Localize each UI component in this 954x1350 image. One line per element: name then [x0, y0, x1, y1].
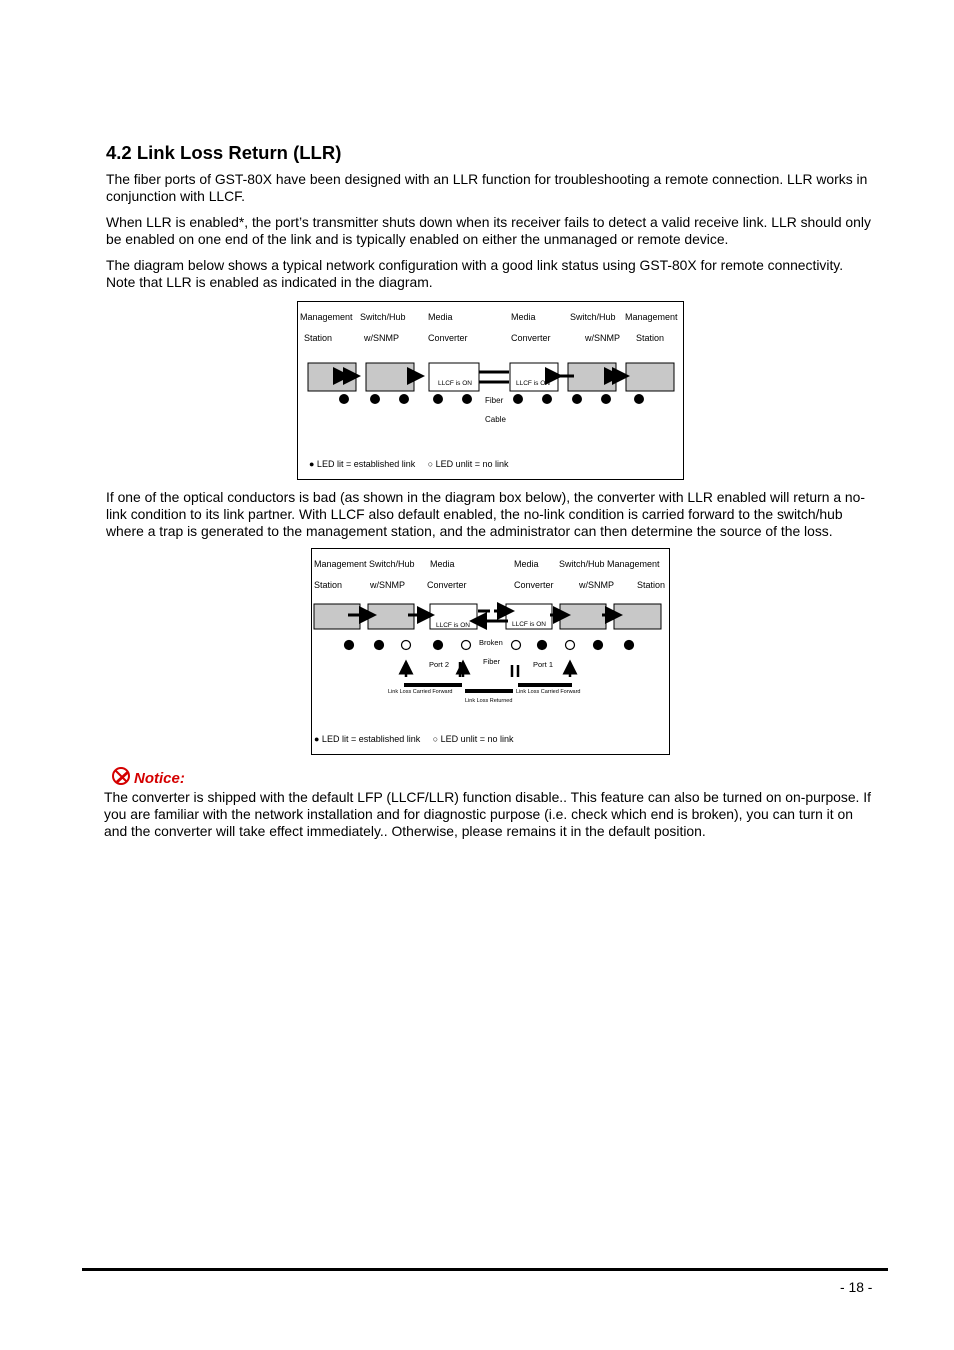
carried-forward-label-right: Link Loss Carried Forward — [516, 689, 581, 695]
llcf-label-left: LLCF is ON — [438, 380, 472, 387]
led-lit — [538, 641, 547, 650]
diagram-broken-link — [311, 548, 670, 755]
cable-label: Cable — [485, 415, 506, 424]
footer-divider — [82, 1268, 888, 1271]
paragraph-broken-link: If one of the optical conductors is bad (as shown in the diagram box below), the converter with LLR enabled will return a no-link condition to its link partner. With LLCF also default enabled, the no-link condition is carried forward to the switch/hub where a trap is generated to the management station, and the administrator can then determine the source of the loss. — [106, 489, 865, 539]
llcf-label-left: LLCF is ON — [436, 622, 470, 629]
led-lit — [339, 394, 349, 404]
diagram-broken-link-svg — [312, 549, 669, 754]
label-wsnmp-2: w/SNMP — [579, 580, 615, 590]
switch-hub-left — [366, 363, 414, 391]
fiber-label: Fiber — [485, 396, 504, 405]
label-wsnmp-2: w/SNMP — [585, 333, 621, 343]
management-station-right — [626, 363, 674, 391]
port2-label: Port 2 — [429, 660, 450, 669]
label-wsnmp-1: w/SNMP — [364, 333, 400, 343]
label-management-1: Management — [300, 312, 353, 322]
label-management-switchhub: Management Switch/Hub — [314, 559, 415, 569]
label-station-2: Station — [637, 580, 666, 590]
diagram-legend: ● LED lit = established link ○ LED unlit = no link — [309, 459, 509, 469]
label-station-2: Station — [636, 333, 665, 343]
llcf-label-right: LLCF is ON — [516, 380, 550, 387]
returned-label: Link Loss Returned — [465, 698, 513, 704]
led-lit — [462, 394, 472, 404]
led-unlit — [566, 641, 575, 650]
diagram-good-link-svg — [298, 302, 683, 479]
paragraph-diagram-intro: The diagram below shows a typical network configuration with a good link status using GST-80X for remote connectivity. Note that LLR is enabled as indicated in the diagram. — [106, 257, 844, 290]
led-lit — [634, 394, 644, 404]
label-converter-2: Converter — [514, 580, 554, 590]
label-media-2: Media — [511, 312, 536, 322]
broken-label: Broken — [479, 638, 503, 647]
label-switchhub-management: Switch/Hub Management — [559, 559, 660, 569]
label-converter-1: Converter — [427, 580, 467, 590]
label-converter-1: Converter — [428, 333, 468, 343]
paragraph-llr-enabled: When LLR is enabled*, the port’s transmitter shuts down when its receiver fails to detect a valid receive link. LLR should only be enabled on one end of the link and is typically enabled on either the unmanaged or remote device. — [106, 214, 871, 247]
led-lit — [542, 394, 552, 404]
no-writing-icon — [110, 766, 134, 791]
switch-hub-right — [568, 363, 616, 391]
label-media-1: Media — [430, 559, 455, 569]
diagram-good-link — [297, 301, 684, 480]
fiber-label: Fiber — [483, 657, 501, 666]
led-lit — [594, 641, 603, 650]
led-unlit — [402, 641, 411, 650]
port1-label: Port 1 — [533, 660, 554, 669]
returned-bar — [465, 689, 513, 693]
paragraph-intro: The fiber ports of GST-80X have been designed with an LLR function for troubleshooting a remote connection. LLR works in conjunction with LLCF. — [106, 171, 868, 204]
label-station-1: Station — [304, 333, 333, 343]
carried-forward-bar-left — [404, 683, 462, 687]
llcf-label-right: LLCF is ON — [512, 621, 546, 628]
led-lit — [601, 394, 611, 404]
led-lit — [370, 394, 380, 404]
switch-hub-left — [368, 604, 414, 629]
led-lit — [433, 394, 443, 404]
label-wsnmp-1: w/SNMP — [370, 580, 406, 590]
led-lit — [375, 641, 384, 650]
notice-text: The converter is shipped with the default LFP (LLCF/LLR) function disable.. This feature can also be turned on on-purpose. If you are familiar with the network installation and for diagnostic purpose (i.e. check which end is broken), you can turn it on and the converter will take effect immediately.. Otherwise, please remains it in the default position. — [104, 789, 871, 839]
label-converter-2: Converter — [511, 333, 551, 343]
label-station-1: Station — [314, 580, 343, 590]
notice-header — [110, 766, 185, 791]
led-unlit — [462, 641, 471, 650]
section-heading: 4.2 Link Loss Return (LLR) — [106, 142, 342, 163]
label-management-2: Management — [625, 312, 678, 322]
carried-forward-label-left: Link Loss Carried Forward — [388, 689, 453, 695]
label-media-2: Media — [514, 559, 539, 569]
carried-forward-bar-right — [518, 683, 572, 687]
notice-label: Notice: — [134, 770, 185, 787]
label-switchhub-1: Switch/Hub — [360, 312, 406, 322]
led-lit — [572, 394, 582, 404]
led-lit — [345, 641, 354, 650]
diagram-legend: ● LED lit = established link ○ LED unlit = no link — [314, 734, 514, 744]
led-lit — [434, 641, 443, 650]
label-media-1: Media — [428, 312, 453, 322]
management-station-right — [614, 604, 661, 629]
led-lit — [399, 394, 409, 404]
led-lit — [513, 394, 523, 404]
page-number: - 18 - — [840, 1279, 873, 1295]
led-lit — [625, 641, 634, 650]
led-unlit — [512, 641, 521, 650]
label-switchhub-2: Switch/Hub — [570, 312, 616, 322]
